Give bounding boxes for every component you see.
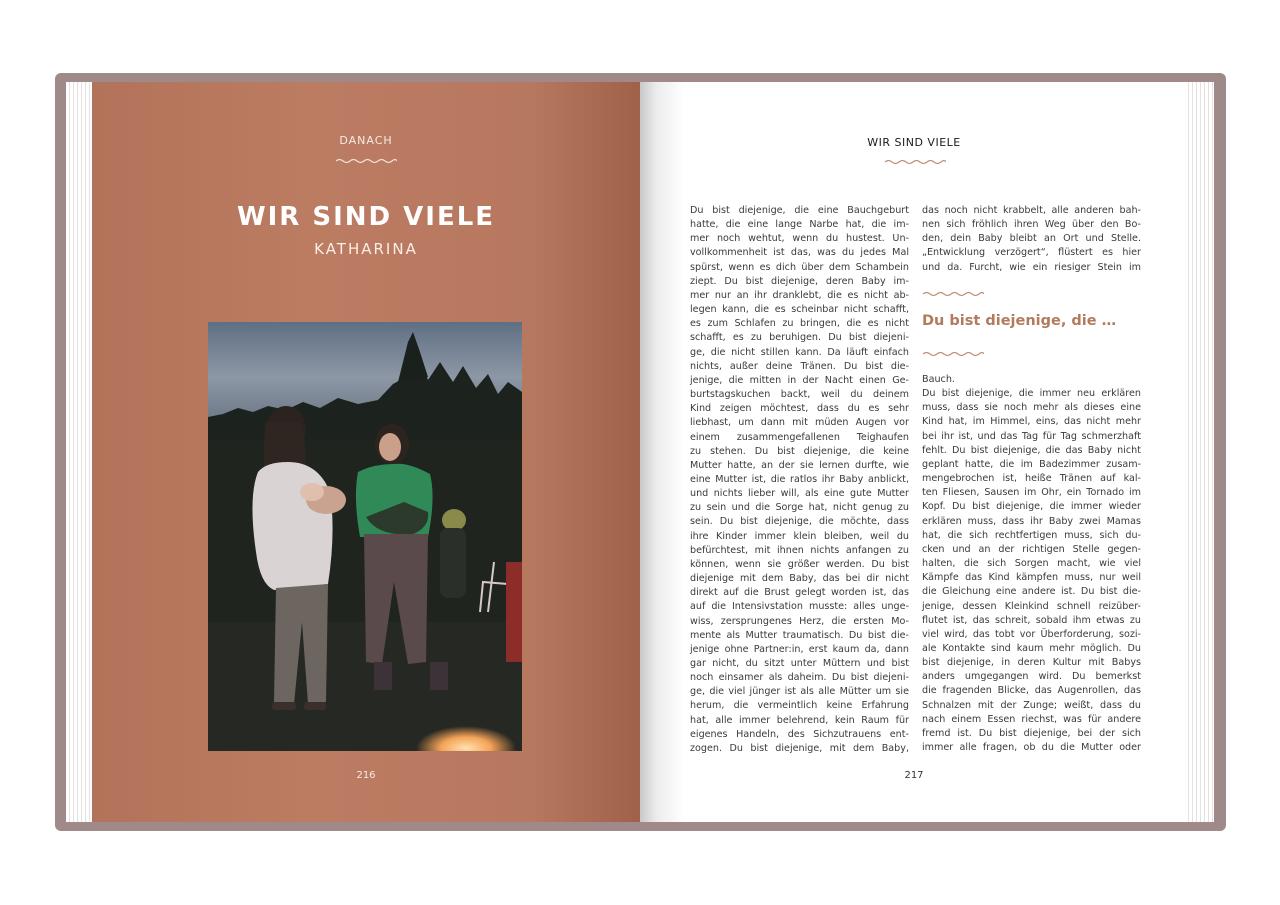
text-line: schafft, es zu beruhigen. Du bist diejeni- [690,332,909,344]
text-line: Kind hat, im Himmel, eins, das nicht mehr [922,416,1141,428]
text-line: spürst, wenn es dich über dem Schambein [690,261,909,273]
text-line: nen sich fröhlich ihren Weg über den Bo- [922,219,1141,231]
left-kicker: DANACH [339,134,393,147]
text-line: eine Mutter ist, die ratlos ihr Baby anblickt, [690,473,909,485]
text-line: anders umgegangen wird. Du bemerkst [922,671,1141,683]
text-line: eigenes Handeln, des Sichzutrauens ent- [690,728,909,740]
text-line: zu stehen. Du bist diejenige, die keine [690,445,909,457]
text-line: auf die Intensivstation musste: alles unge- [690,601,909,613]
right-page [640,82,1188,822]
text-line: muss, dass sie noch mehr als dieses eine [922,402,1141,414]
text-line: viel wird, das tobt vor Überforderung, sozi- [922,628,1141,640]
chapter-author: KATHARINA [314,240,418,258]
chapter-photo [208,322,522,751]
text-line: Kopf. Du bist diejenige, die immer wieder [922,501,1141,513]
text-line: es zum Schlafen zu bringen, die es nicht [690,318,909,330]
text-line: zu sein und die Sorge hat, nicht genug zu [690,502,909,514]
text-line: noch einsamer als daheim. Du bist diejeni- [690,672,909,684]
text-line: zogen. Du bist diejenige, mit dem Baby, [690,742,909,754]
subheading: Du bist diejenige, die … [922,313,1117,329]
text-line: sein. Du bist diejenige, die möchte, dass [690,516,909,528]
text-line: geplant hatte, die im Badezimmer zusam- [922,458,1141,470]
text-line: das noch nicht krabbelt, alle anderen bah- [922,205,1141,216]
squiggle-divider-icon [922,350,984,358]
text-line: nach einem Essen riechst, was für andere [922,713,1141,725]
text-line: gar nicht, du sitzt unter Müttern und bist [690,658,909,669]
text-line: befürchtest, mit ihnen nichts anfangen zu [690,544,909,556]
text-line: mente als Mutter traumatisch. Du bist die- [690,629,909,641]
text-line: Du bist diejenige, die immer neu erklären [922,388,1141,400]
text-line: die fragenden Blicke, das Augenrollen, das [922,685,1141,697]
text-line: ziept. Du bist diejenige, deren Baby im- [690,275,909,287]
text-line: ten Fliesen, Sausen im Ohr, ein Tornado im [922,487,1141,499]
text-line: vollkommenheit ist das, was du jedes Mal [690,247,909,259]
text-line: mengebrochen ist, heiße Tränen auf kal- [922,473,1141,485]
page-edges-right [1188,82,1214,822]
text-line: und da. Furcht, wie ein riesiger Stein im [922,261,1141,273]
text-line: können, wenn sie größer werden. Du bist [690,558,909,570]
squiggle-divider-icon [922,290,984,298]
squiggle-divider-icon [335,157,397,165]
text-line: halten, die sich Sorgen macht, wie viel [922,558,1141,570]
text-line: Kämpfe das Kind kämpfen muss, nur weil [922,572,1141,584]
text-line: Du bist diejenige, die eine Bauchgeburt [690,205,909,216]
text-line: direkt auf die Brust gelegt worden ist, das [690,587,909,599]
text-line: nichts, außer deine Tränen. Du bist die- [690,360,909,372]
text-line: hatte, die eine lange Narbe hat, die im- [690,219,909,231]
running-header: WIR SIND VIELE [867,136,961,149]
text-line: bei ihr ist, und das Tag für Tag schmerzhaft [922,430,1141,442]
text-line: legen kann, die es scheinbar nicht schafft, [690,304,909,316]
text-line: die Gleichung eine andere ist. Du bist die- [922,586,1141,598]
body-column-2-top [922,204,1141,275]
squiggle-divider-icon [884,158,946,166]
text-line: erklären muss, dass ihr Baby zwei Mamas [922,515,1141,527]
text-line: burtstagskuchen backt, weil du deinem [690,389,909,401]
page-number-left: 216 [356,770,376,781]
text-line: jenige, dessen Kleinkind schnell reizüber- [922,600,1141,612]
text-line: mer nur an ihr dranklebt, die es nicht ab- [690,289,909,301]
text-line: mer noch wehtut, wenn du hustest. Un- [690,233,909,245]
text-line: jenige ohne Partner:in, erst kaum da, dann [690,643,909,655]
text-line: cken und an der richtigen Stelle gegen- [922,543,1141,555]
text-line: jenige, die mitten in der Nacht einen Ge- [690,374,909,386]
text-line: ge, die viel jünger ist als alle Mütter um sie [690,686,909,698]
body-column-2-bottom [922,373,1141,755]
text-line: Mutter hatte, an der sie lernen durfte, wie [690,459,909,471]
text-line: flutet ist, das schreit, sobald ihm etwas zu [922,614,1141,626]
text-line: Bauch. [922,374,955,385]
text-line: ihre Kinder immer klein bleiben, weil du [690,530,909,542]
text-line: den, dein Baby bleibt an Ort und Stelle. [922,233,1141,245]
text-line: hat, die sich rechtfertigen muss, sich du- [922,529,1141,541]
text-line: Schnalzen mit der Zunge; weißt, dass du [922,699,1141,711]
text-line: einem zusammengefallenen Teighaufen [690,431,909,443]
text-line: bist diejenige, in deren Kultur mit Babys [922,657,1141,669]
text-line: „Entwicklung verzögert“, flüstert es hier [922,247,1141,259]
page-number-right: 217 [904,770,924,781]
text-line: ge, die nicht stillen kann. Da läuft einfach [690,346,909,358]
text-line: hat, alle immer belehrend, kein Raum für [690,714,909,726]
text-line: immer alle fragen, ob du die Mutter oder [922,742,1141,754]
text-line: Kind zeigen möchtest, dass du es sehr [690,403,909,415]
text-line: wiss, zersprungenes Herz, die ersten Mo- [690,615,909,627]
chapter-title: WIR SIND VIELE [236,202,496,232]
page-edges-left [66,82,92,822]
text-line: fehlt. Du bist diejenige, die das Baby nicht [922,444,1141,456]
text-line: ale Kontakte sind kaum mehr möglich. Du [922,642,1141,654]
text-line: liebhast, um dann mit müden Augen vor [690,417,909,429]
text-line: herum, die vermeintlich keine Erfahrung [690,700,909,712]
body-column-1 [690,204,909,756]
text-line: diejenige mit dem Baby, das bei dir nicht [690,573,909,585]
text-line: fremd ist. Du bist diejenige, bei der sich [922,727,1141,739]
left-page [92,82,640,822]
text-line: und nichts lieber will, als eine gute Mutter [690,488,909,500]
